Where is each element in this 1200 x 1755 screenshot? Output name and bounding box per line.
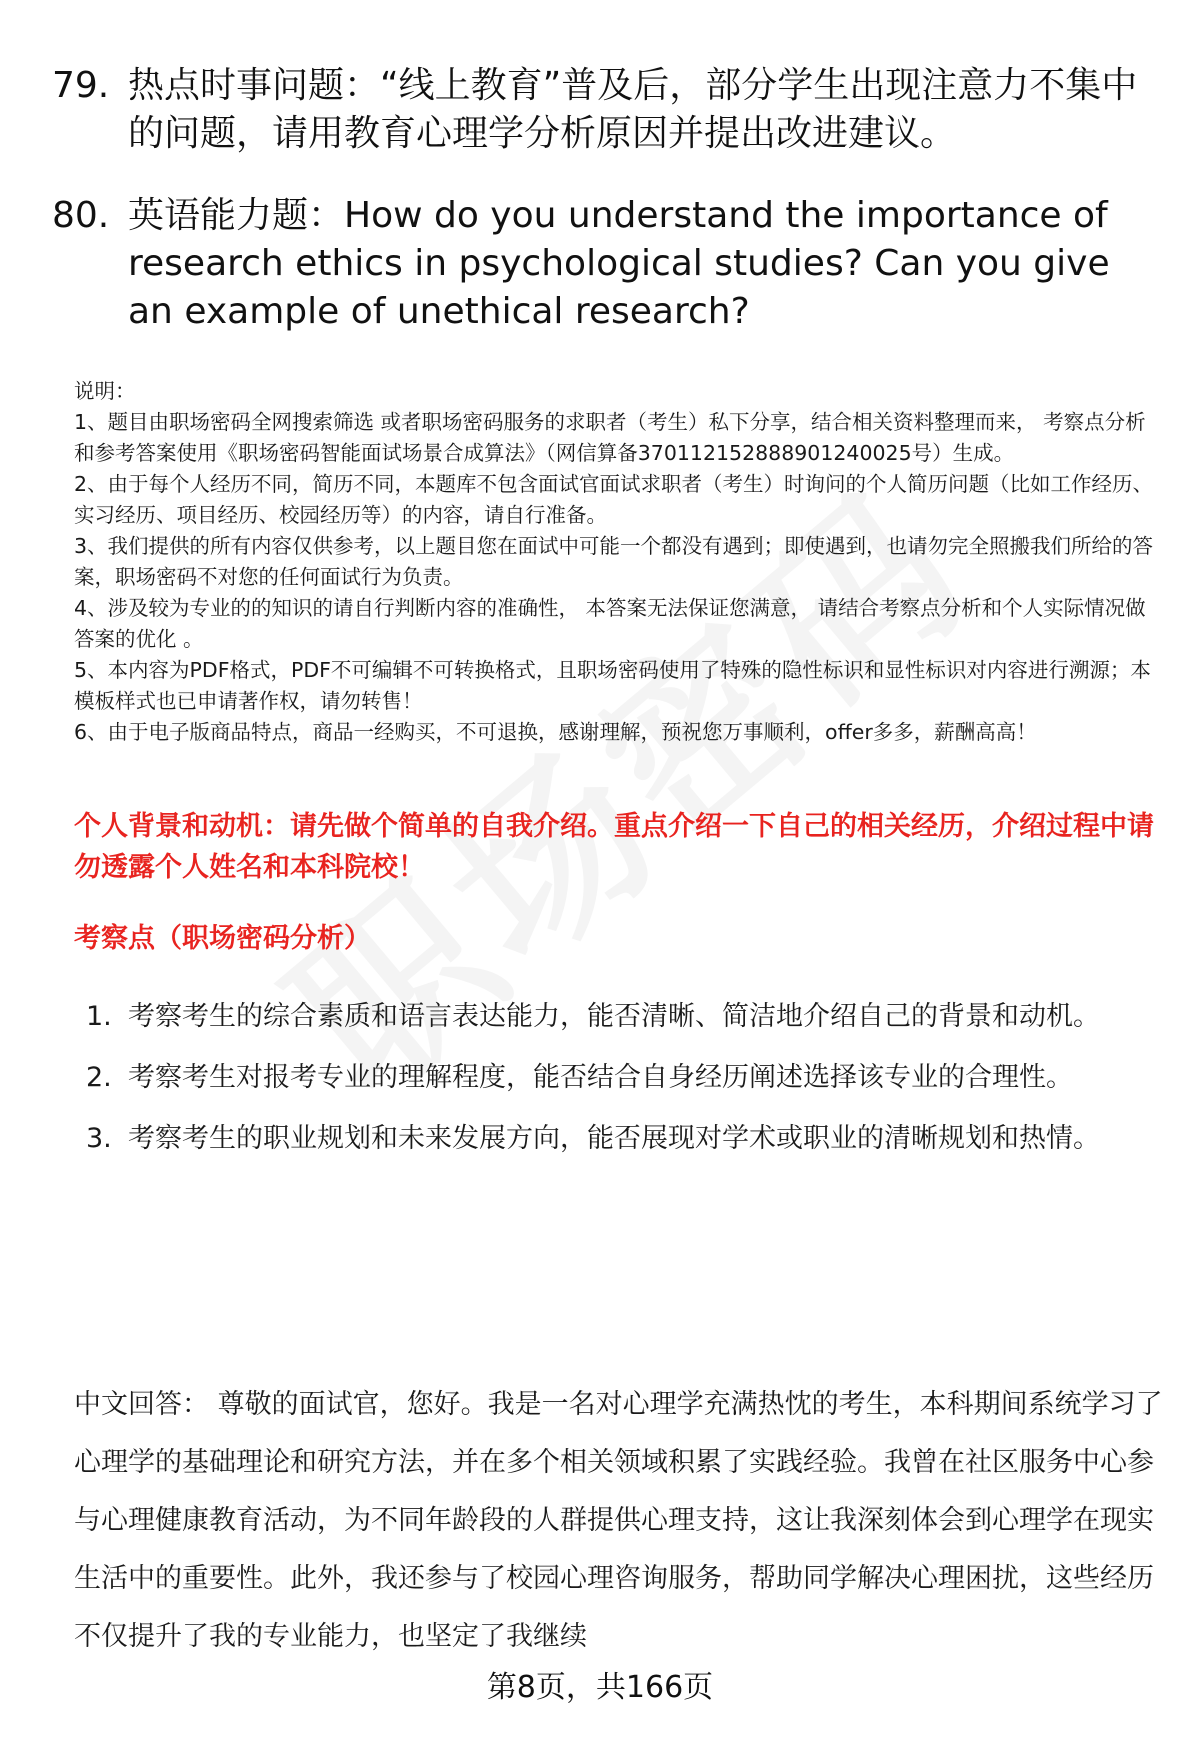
- point-number: 1.: [86, 1001, 112, 1032]
- notes-title: 说明：: [74, 379, 136, 403]
- note-item: 6、由于电子版商品特点，商品一经购买，不可退换，感谢理解，预祝您万事顺利，offer多多，薪酬高高！: [74, 720, 1037, 744]
- question-text: 英语能力题：How do you understand the importance of research ethics in psychological studies? Can you give an example of unethical research?: [128, 195, 1110, 332]
- note-item: 5、本内容为PDF格式，PDF不可编辑不可转换格式，且职场密码使用了特殊的隐性标识和显性标识对内容进行溯源；本模板样式也已申请著作权，请勿转售！: [74, 658, 1151, 713]
- question-text: 热点时事问题：“线上教育”普及后，部分学生出现注意力不集中的问题，请用教育心理学分析原因并提出改进建议。: [128, 65, 1138, 154]
- assessment-point: [86, 988, 1166, 1046]
- page-number-footer: 第8页，共166页: [486, 1670, 714, 1705]
- note-item: 4、涉及较为专业的的知识的请自行判断内容的准确性， 本答案无法保证您满意， 请结合考察点分析和个人实际情况做答案的优化 。: [74, 596, 1146, 651]
- point-text: 考察考生对报考专业的理解程度，能否结合自身经历阐述选择该专业的合理性。: [128, 1062, 1073, 1093]
- question-79: [52, 62, 1162, 158]
- question-number: 79.: [52, 65, 110, 106]
- point-number: 3.: [86, 1123, 112, 1154]
- assessment-point: [86, 1049, 1166, 1107]
- points-heading: 考察点（职场密码分析）: [74, 923, 371, 954]
- assessment-point: [86, 1110, 1166, 1168]
- question-number: 80.: [52, 195, 110, 236]
- note-item: 3、我们提供的所有内容仅供参考，以上题目您在面试中可能一个都没有遇到；即使遇到，也请勿完全照搬我们所给的答案，职场密码不对您的任何面试行为负责。: [74, 534, 1154, 589]
- question-80: [52, 192, 1162, 336]
- point-number: 2.: [86, 1062, 112, 1093]
- assessment-points-list: [86, 988, 1166, 1171]
- chinese-answer: 中文回答： 尊敬的面试官，您好。我是一名对心理学充满热忱的考生，本科期间系统学习了心理学的基础理论和研究方法，并在多个相关领域积累了实践经验。我曾在社区服务中心参与心理健康教育活动，为不同年龄段的人群提供心理支持，这让我深刻体会到心理学在现实生活中的重要性。此外，我还参与了校园心理咨询服务，帮助同学解决心理困扰，这些经历不仅提升了我的专业能力，也坚定了我继续: [74, 1389, 1163, 1652]
- notes-block: [74, 376, 1164, 748]
- note-item: 2、由于每个人经历不同，简历不同，本题库不包含面试官面试求职者（考生）时询问的个人简历问题（比如工作经历、实习经历、项目经历、校园经历等）的内容，请自行准备。: [74, 472, 1154, 527]
- note-item: 1、题目由职场密码全网搜索筛选 或者职场密码服务的求职者（考生）私下分享，结合相关资料整理而来， 考察点分析和参考答案使用《职场密码智能面试场景合成算法》（网信算备370112152888901240025号）生成。: [74, 410, 1146, 465]
- point-text: 考察考生的职业规划和未来发展方向，能否展现对学术或职业的清晰规划和热情。: [128, 1123, 1100, 1154]
- point-text: 考察考生的综合素质和语言表达能力，能否清晰、简洁地介绍自己的背景和动机。: [128, 1001, 1100, 1032]
- section-heading: 个人背景和动机：请先做个简单的自我介绍。重点介绍一下自己的相关经历，介绍过程中请勿透露个人姓名和本科院校！: [74, 811, 1154, 883]
